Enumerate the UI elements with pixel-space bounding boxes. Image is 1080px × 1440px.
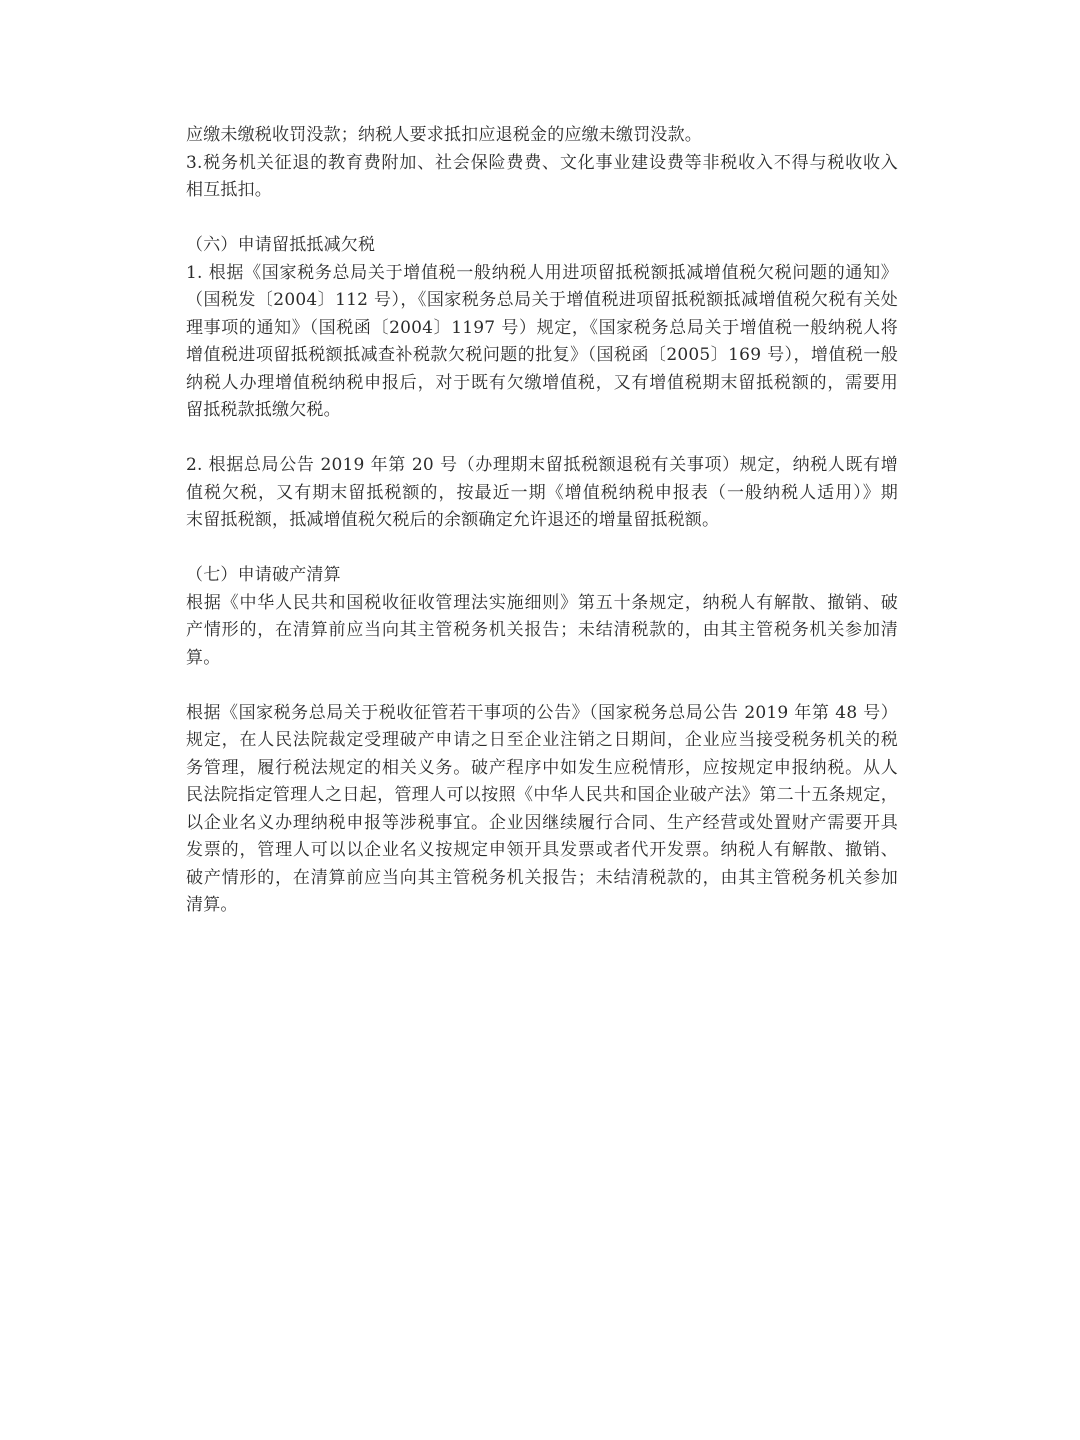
text-line: 算。 xyxy=(186,647,221,668)
paragraph-gap xyxy=(186,672,898,700)
text-line: 值税欠税，又有期末留抵税额的，按最近一期《增值税纳税申报表（一般纳税人适用）》期 xyxy=(186,482,898,503)
text-line: 纳税人办理增值税纳税申报后，对于既有欠缴增值税，又有增值税期末留抵税额的，需要用 xyxy=(186,372,898,393)
paragraph-gap xyxy=(186,205,898,233)
text-line: 根据《中华人民共和国税收征收管理法实施细则》第五十条规定，纳税人有解散、撤销、破 xyxy=(186,592,898,613)
text-line: 发票的，管理人可以以企业名义按规定申领开具发票或者代开发票。纳税人有解散、撤销、 xyxy=(186,840,898,860)
text-line: 根据《国家税务总局关于税收征管若干事项的公告》（国家税务总局公告 2019 年第 48 号） xyxy=(186,702,898,723)
text-line: 增值税进项留抵税额抵减查补税款欠税问题的批复》（国税函〔2005〕169 号），增值税一般 xyxy=(186,345,898,365)
document-body xyxy=(186,122,898,920)
text-line: 规定，在人民法院裁定受理破产申请之日至企业注销之日期间，企业应当接受税务机关的税 xyxy=(186,730,898,750)
text-line: 产情形的，在清算前应当向其主管税务机关报告；未结清税款的，由其主管税务机关参加清 xyxy=(186,620,898,640)
text-line: 理事项的通知》（国税函〔2004〕1197 号）规定，《国家税务总局关于增值税一般纳税人将 xyxy=(186,317,898,338)
text-line: （国税发〔2004〕112 号），《国家税务总局关于增值税进项留抵税额抵减增值税欠税有关处 xyxy=(186,290,898,310)
paragraph-gap xyxy=(186,425,898,453)
text-line: 应缴未缴税收罚没款；纳税人要求抵扣应退税金的应缴未缴罚没款。 xyxy=(186,125,702,145)
text-line: 以企业名义办理纳税申报等涉税事宜。企业因继续履行合同、生产经营或处置财产需要开具 xyxy=(186,812,898,833)
paragraph-gap xyxy=(186,535,898,563)
text-line: 相互抵扣。 xyxy=(186,180,272,200)
text-line: 3.税务机关征退的教育费附加、社会保险费费、文化事业建设费等非税收入不得与税收收入 xyxy=(186,152,898,173)
text-line: 破产情形的，在清算前应当向其主管税务机关报告；未结清税款的，由其主管税务机关参加 xyxy=(186,867,898,888)
text-line: 民法院指定管理人之日起，管理人可以按照《中华人民共和国企业破产法》第二十五条规定， xyxy=(186,785,898,805)
text-line: 1. 根据《国家税务总局关于增值税一般纳税人用进项留抵税额抵减增值税欠税问题的通知》 xyxy=(186,262,898,283)
section-heading: （七）申请破产清算 xyxy=(186,565,341,585)
text-line: 留抵税款抵缴欠税。 xyxy=(186,400,341,420)
text-line: 清算。 xyxy=(186,895,238,915)
text-line: 末留抵税额，抵减增值税欠税后的余额确定允许退还的增量留抵税额。 xyxy=(186,510,720,530)
section-heading: （六）申请留抵抵减欠税 xyxy=(186,235,376,255)
text-line: 2. 根据总局公告 2019 年第 20 号（办理期末留抵税额退税有关事项）规定，纳税人既有增 xyxy=(186,455,898,475)
text-line: 务管理，履行税法规定的相关义务。破产程序中如发生应税情形，应按规定申报纳税。从人 xyxy=(186,757,898,778)
